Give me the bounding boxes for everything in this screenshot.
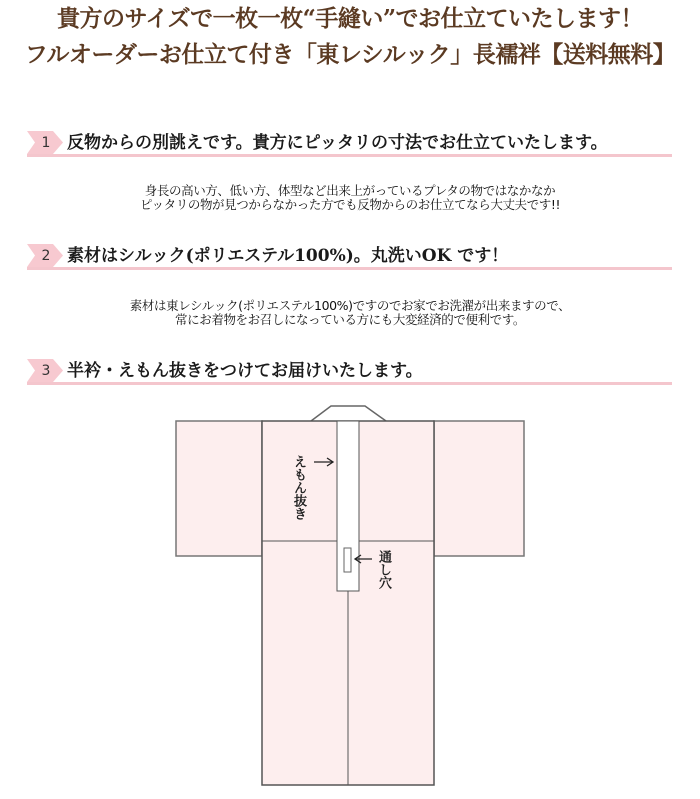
left-sleeve: [176, 421, 262, 556]
label-tooshiana: 通し穴: [376, 550, 391, 589]
section-2-title: 素材はシルック(ポリエステル100%)。丸洗いOK です！: [67, 246, 509, 266]
tooshiana-slot: [344, 548, 351, 572]
section-2-number: 2: [41, 248, 51, 264]
label-emonnuki: えもん抜き: [291, 455, 306, 520]
right-sleeve: [434, 421, 524, 556]
section-1-description-line-1: 身長の高い方、低い方、体型など出来上がっているプレタの物ではなかなか: [144, 183, 556, 198]
page-title-line-1: 貴方のサイズで一枚一枚“手縫い”でお仕立ていたします！: [56, 5, 644, 32]
section-2-description-line-1: 素材は東レシルック(ポリエステル100%)ですのでお家でお洗濯が出来ますので、: [129, 298, 571, 313]
section-2-description-line-2: 常にお着物をお召しになっている方にも大変経済的で便利です。: [175, 312, 525, 327]
section-3-number: 3: [41, 363, 51, 379]
page-title-line-2: フルオーダーお仕立て付き「東レシルック」長襦袢【送料無料】: [24, 41, 676, 68]
section-1-title: 反物からの別誂えです。貴方にピッタリの寸法でお仕立ていたします。: [67, 133, 608, 153]
section-1-number: 1: [41, 135, 51, 151]
section-1-description-line-2: ピッタリの物が見つからなかった方でも反物からのお仕立てなら大丈夫です!!: [139, 197, 561, 212]
section-3-title: 半衿・えもん抜きをつけてお届けいたします。: [67, 361, 423, 381]
collar-outline: [311, 406, 386, 421]
